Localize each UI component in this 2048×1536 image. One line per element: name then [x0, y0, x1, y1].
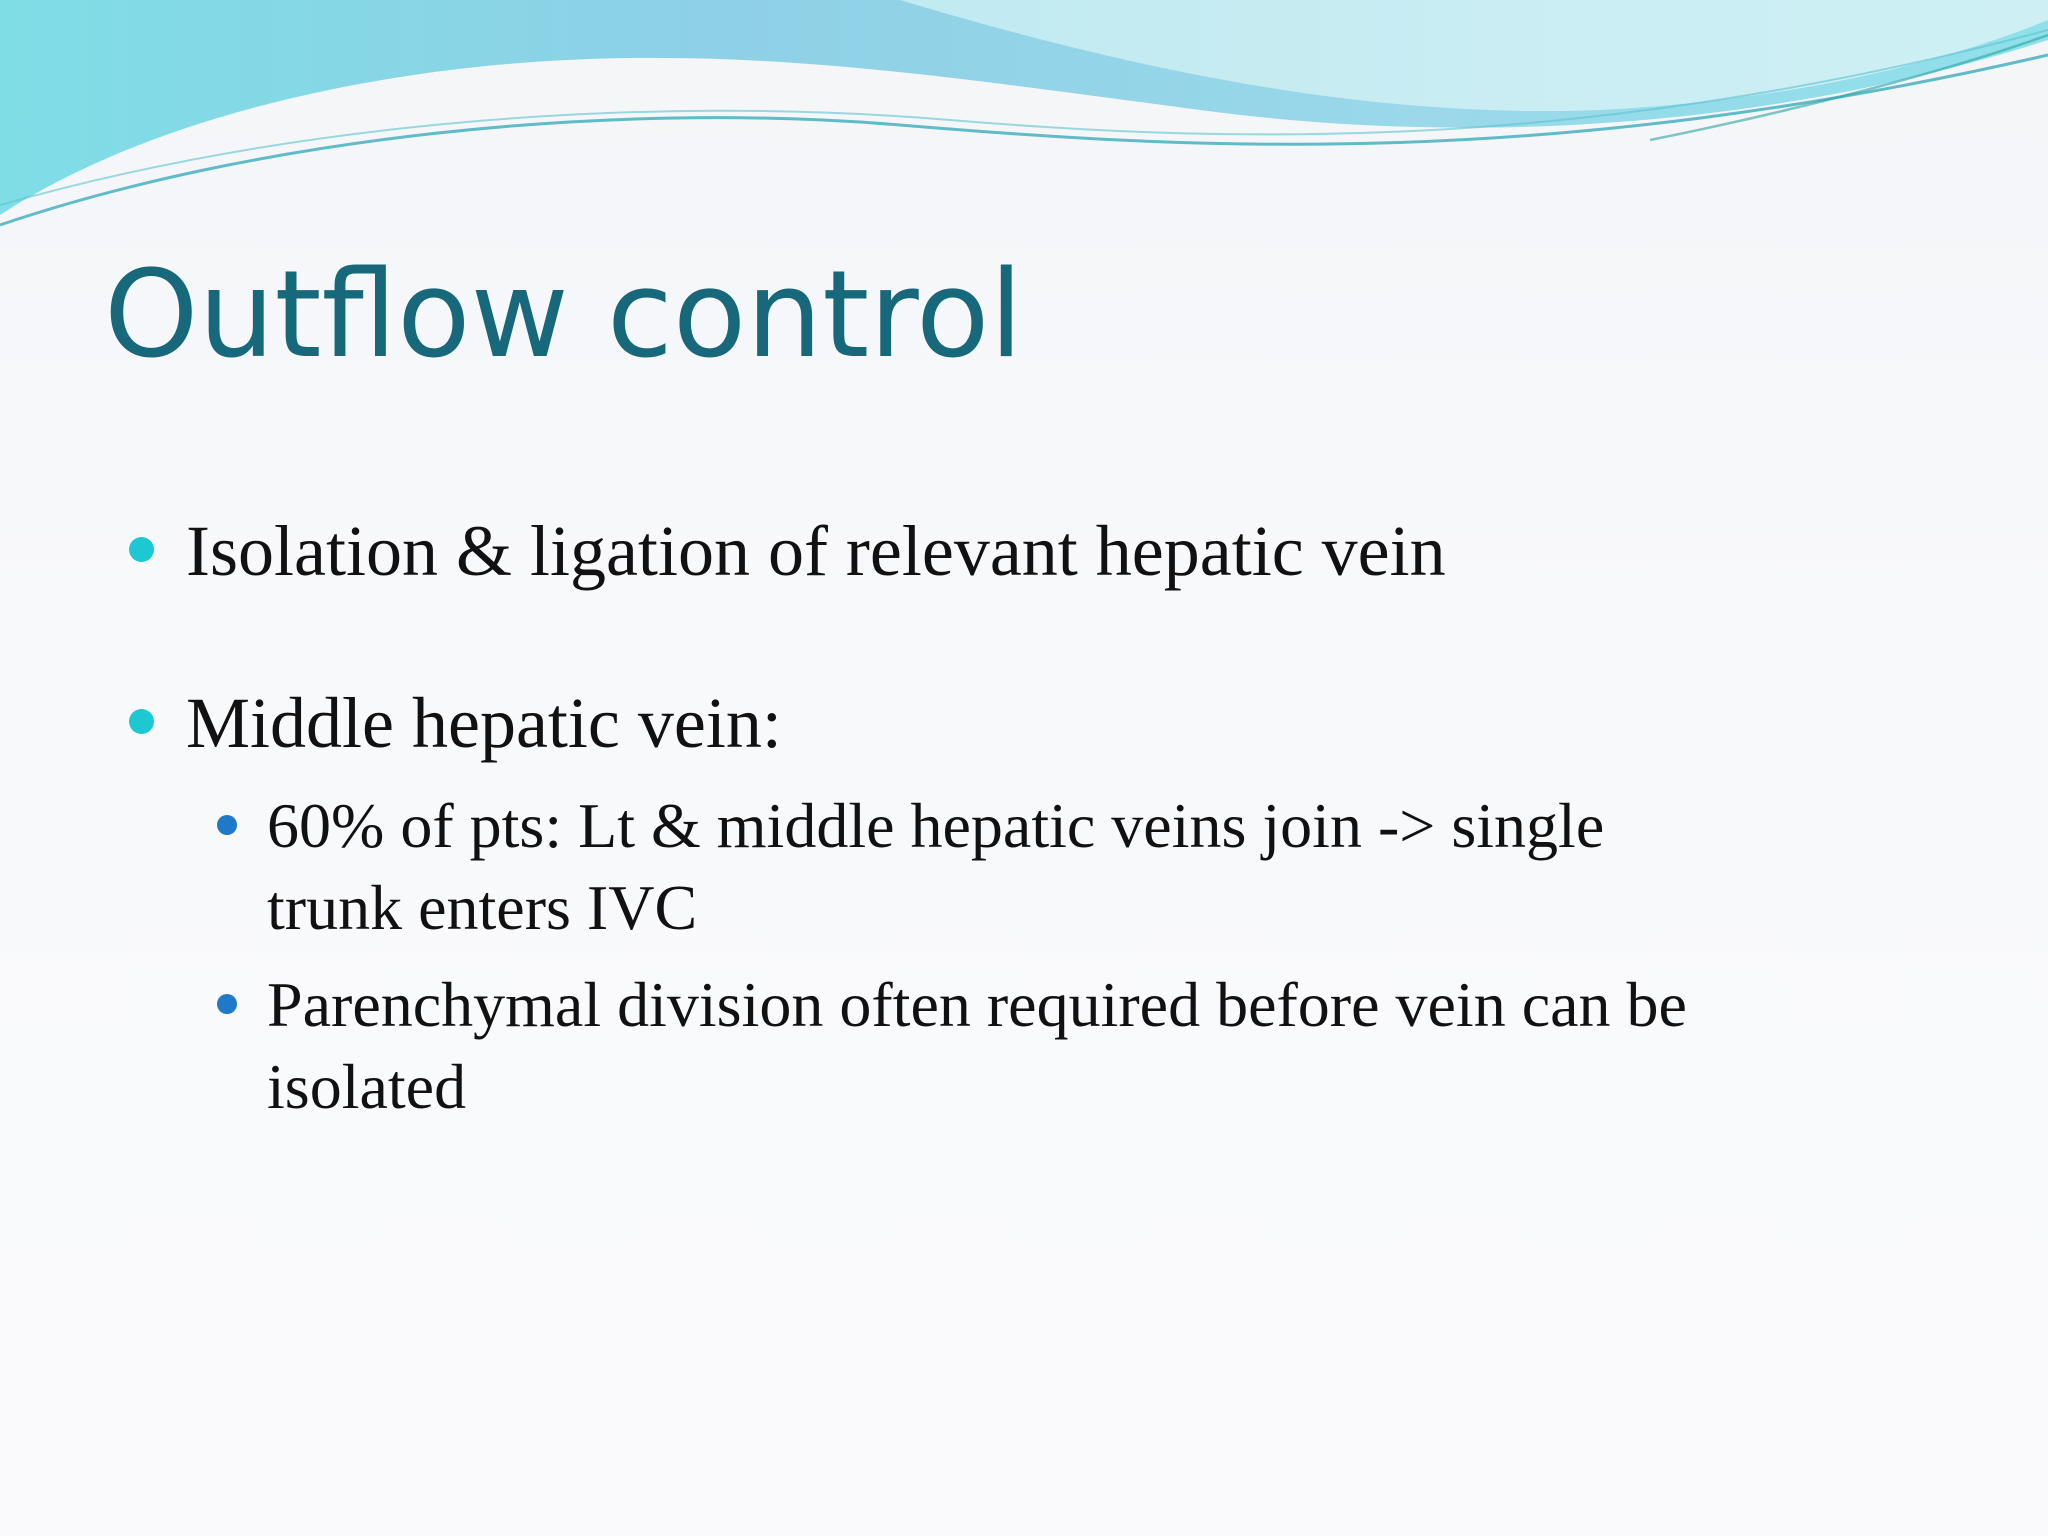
bullet-dot-icon — [129, 709, 154, 734]
sub-bullet-item — [267, 964, 1687, 1128]
bullet-text: Isolation & ligation of relevant hepatic vein — [186, 511, 1446, 591]
sub-bullet-text-line1: Parenchymal division often required before vein can be — [267, 969, 1687, 1040]
sub-bullet-dot-icon — [217, 994, 237, 1014]
bullet-text: Middle hepatic vein: — [186, 683, 782, 763]
sub-bullet-text-line1: 60% of pts: Lt & middle hepatic veins join -> single — [267, 790, 1605, 861]
sub-bullet-item — [267, 785, 1604, 949]
bullet-item — [186, 680, 782, 766]
slide-title: Outflow control — [104, 246, 1023, 385]
bullet-item — [186, 508, 1446, 594]
sub-bullet-text-line2: trunk enters IVC — [267, 872, 698, 943]
bullet-dot-icon — [129, 537, 154, 562]
sub-bullet-text-line2: isolated — [267, 1051, 467, 1122]
sub-bullet-dot-icon — [217, 815, 237, 835]
